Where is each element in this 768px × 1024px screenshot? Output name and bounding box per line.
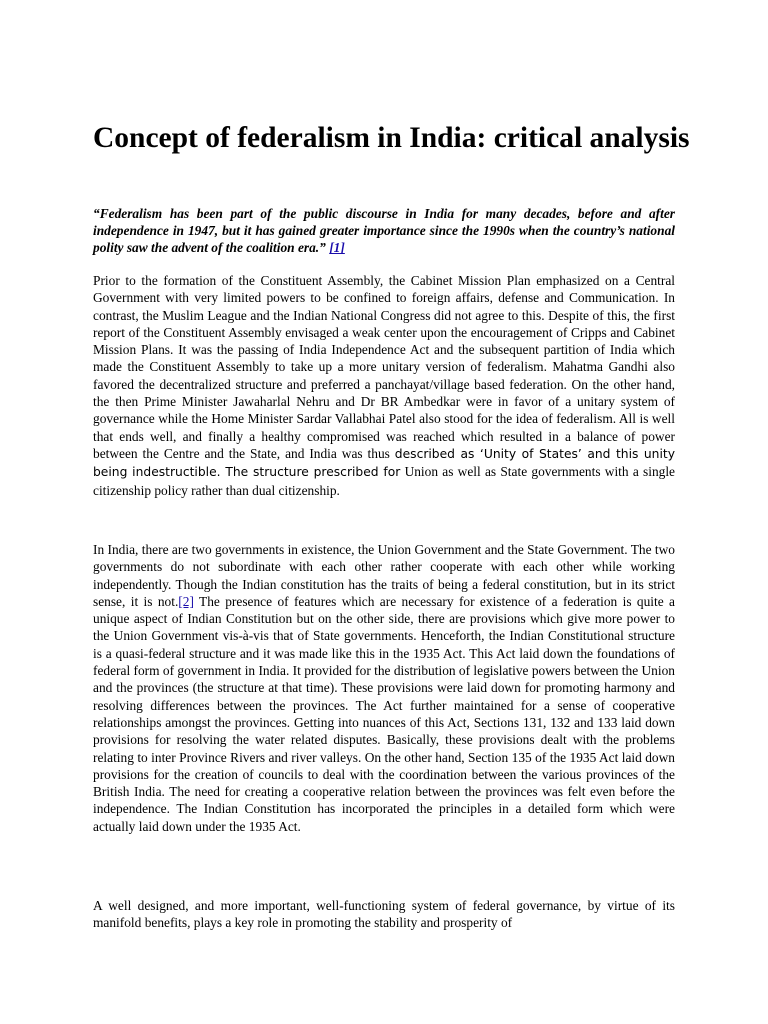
paragraph-1-text-a: Prior to the formation of the Constituent Assembly, the Cabinet Mission Plan emphasized on a Central Government with very limited powers to be confined to foreign affairs, defense and Communication. In contrast, the Muslim League and the Indian National Congress did not agree to this. Despite of this, the first report of the Constituent Assembly envisaged a weak center upon the encouragement of Cripps and Cabinet Mission Plans. It was the passing of India Independence Act and the subsequent partition of India which made the Constituent Assembly to take up a more unitary version of federalism. Mahatma Gandhi also favored the decentralized structure and preferred a panchayat/village based federation. On the other hand, the then Prime Minister Jawaharlal Nehru and Dr BR Ambedkar were in favor of a unitary system of governance while the Home Minister Sardar Vallabhai Patel also stood for the idea of federalism. All is well that ends well, and finally a healthy compromised was reached which resulted in a balance of power between the Centre and the State, and India was thus xyxy=(93,273,675,461)
paragraph-1-text-b: described as ‘Unity of States’ and this unity being indestructible. The structure prescribed for xyxy=(93,446,675,480)
paragraph-1-text-c: Union as well as State governments with a single citizenship policy rather than dual citizenship. xyxy=(93,464,675,498)
quote-text: “Federalism has been part of the public discourse in India for many decades, before and after independence in 1947, but it has gained greater importance since the 1990s when the country’s national polity saw the advent of the coalition era.” xyxy=(93,206,675,256)
paragraph-3 xyxy=(93,897,675,932)
paragraph-3-text: A well designed, and more important, well-functioning system of federal governance, by virtue of its manifold benefits, plays a key role in promoting the stability and prosperity of xyxy=(93,898,675,931)
paragraph-2 xyxy=(93,541,675,835)
footnote-link-1[interactable]: [1] xyxy=(329,240,345,256)
document-title: Concept of federalism in India: critical analysis xyxy=(93,122,690,154)
epigraph-quote xyxy=(93,205,675,257)
paragraph-2-text-a: In India, there are two governments in existence, the Union Government and the State Government. The two governments do not subordinate with each other rather cooperate with each other while working independently. Though the Indian constitution has the traits of being a federal constitution, but in its strict sense, it is not. xyxy=(93,542,675,609)
paragraph-1 xyxy=(93,272,675,499)
footnote-link-2[interactable]: [2] xyxy=(178,593,194,609)
paragraph-2-text-b: The presence of features which are necessary for existence of a federation is quite a unique aspect of Indian Constitution but on the other side, there are provisions which give more power to the Union Government vis-à-vis that of State governments. Henceforth, the Indian Constitutional structure is a quasi-federal structure and it was made like this in the 1935 Act. This Act laid down the foundations of federal form of government in India. It provided for the distribution of legislative powers between the Union and the provinces (the structure at that time). These provisions were laid down for promoting harmony and resolving differences between the provinces. The Act further maintained for a sense of cooperative relationships amongst the provinces. Getting into nuances of this Act, Sections 131, 132 and 133 laid down provisions for resolving the water related disputes. Basically, these provisions dealt with the problems relating to inter Province Rivers and river valleys. On the other hand, Section 135 of the 1935 Act laid down provisions for the creation of councils to deal with the coordination between the various provinces of the British India. The need for creating a cooperative relation between the provinces was felt even before the independence. The Indian Constitution has incorporated the principles in a detailed form which were actually laid down under the 1935 Act. xyxy=(93,593,675,834)
